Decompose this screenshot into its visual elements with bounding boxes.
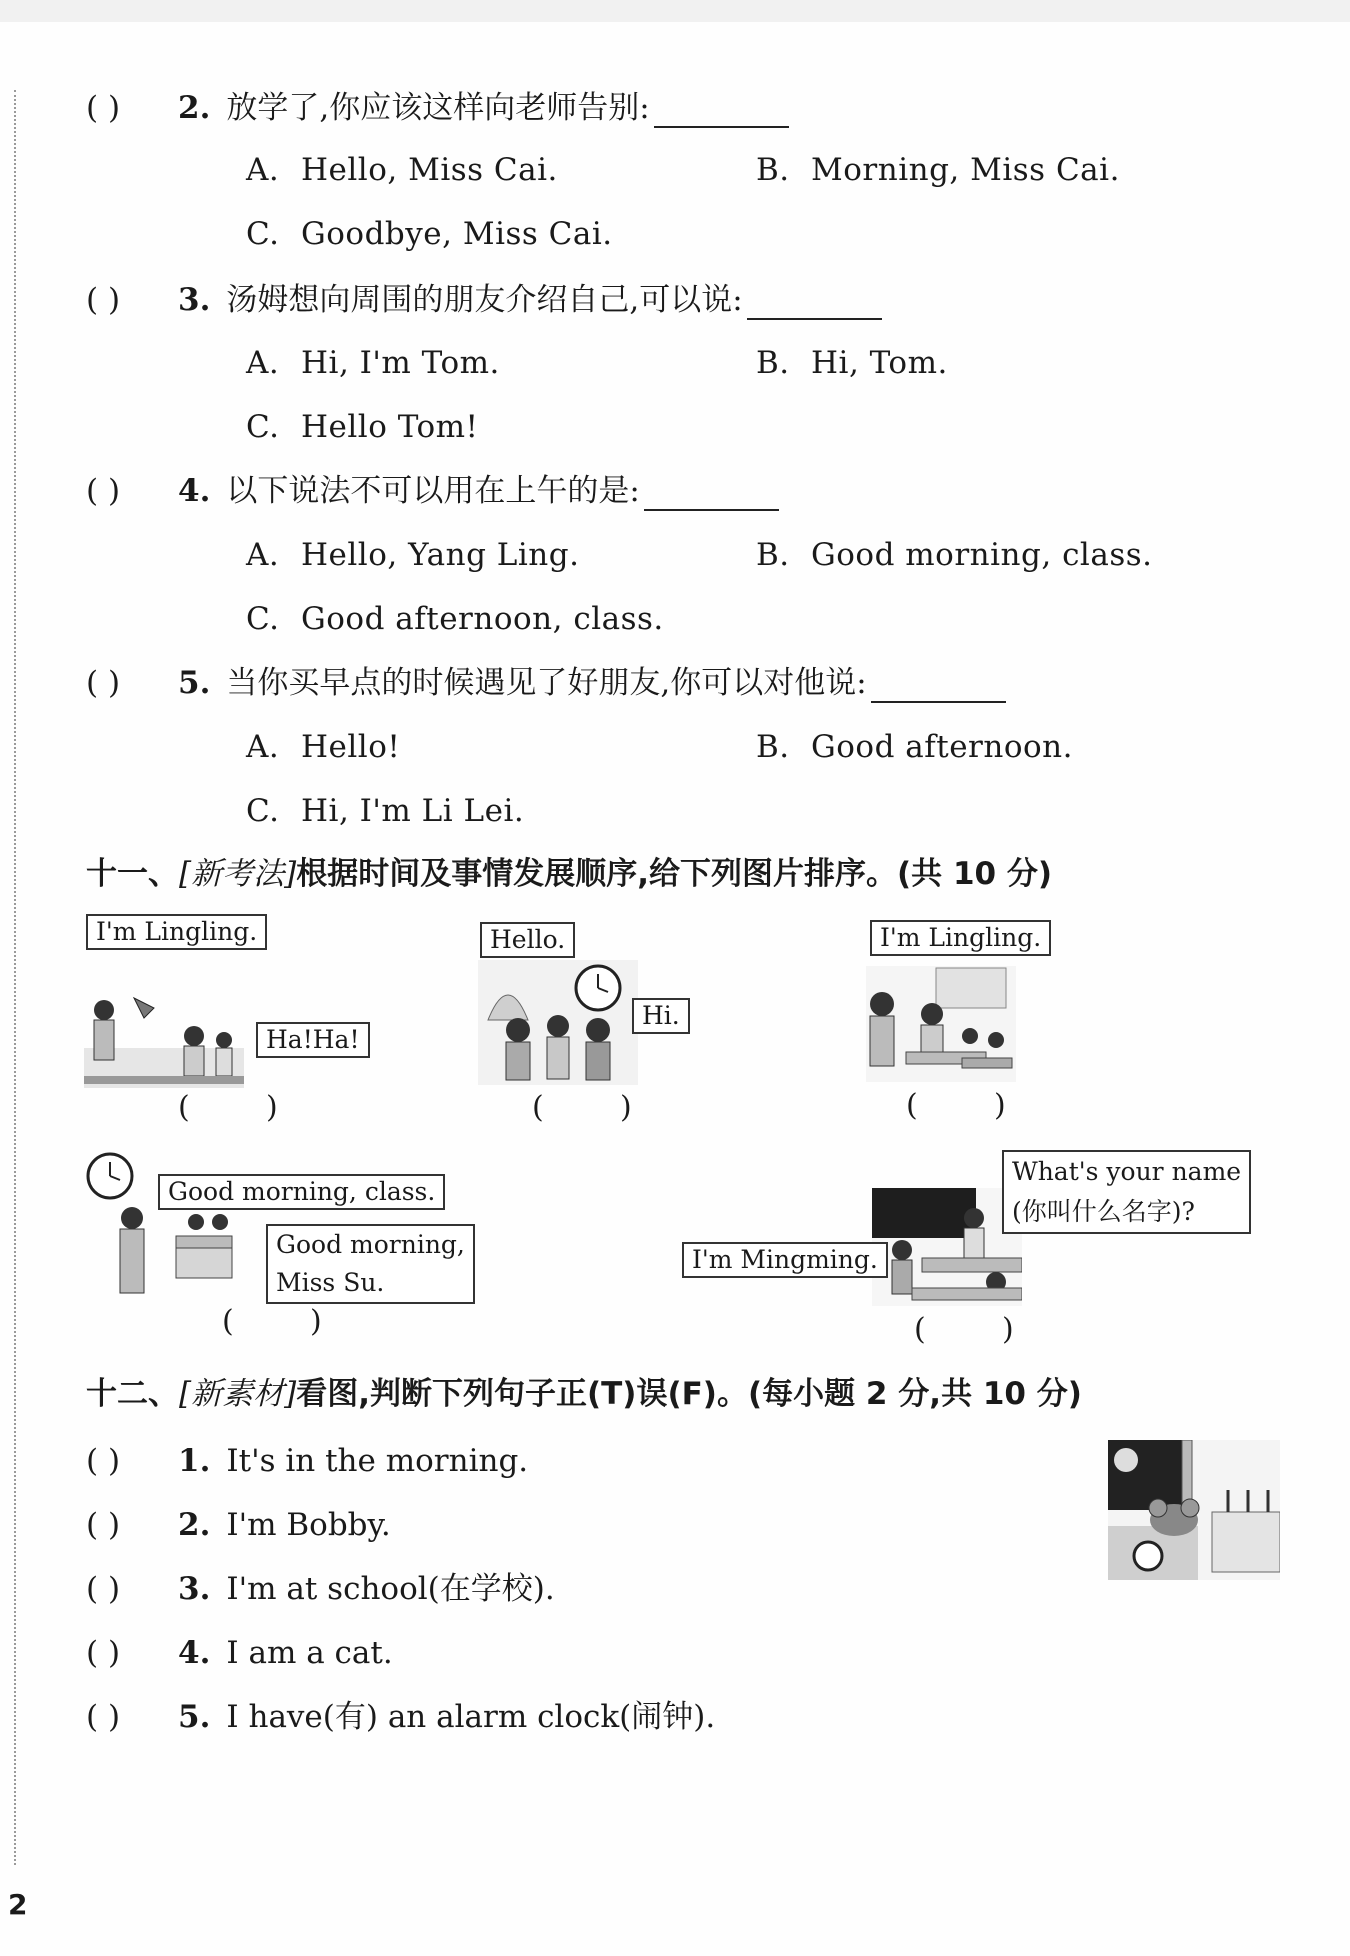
question-text: 放学了,你应该这样向老师告别: xyxy=(226,90,650,126)
section-tag: [新素材] xyxy=(179,1376,297,1412)
answer-paren[interactable]: ( ) xyxy=(86,1635,121,1671)
tf-item-1: ( ) 1. It's in the morning. xyxy=(86,1443,529,1479)
question-5 xyxy=(86,663,1006,703)
page-number: 2 xyxy=(8,1888,28,1921)
option-c: C. Good afternoon, class. xyxy=(246,601,664,637)
answer-blank[interactable] xyxy=(871,669,1006,703)
order-answer-paren[interactable]: ( ) xyxy=(178,1090,278,1125)
speech-bubble: I'm Lingling. xyxy=(86,914,267,950)
question-number: 3. xyxy=(178,282,211,318)
answer-paren[interactable]: ( ) xyxy=(86,665,121,701)
speech-bubble: Ha!Ha! xyxy=(256,1022,370,1058)
option-a: A. Hello, Miss Cai. xyxy=(246,152,558,188)
tf-item-4: ( ) 4. I am a cat. xyxy=(86,1635,393,1671)
answer-paren[interactable]: ( ) xyxy=(86,282,121,318)
scan-top-band xyxy=(0,0,1350,22)
tf-item-5: ( ) 5. I have(有) an alarm clock(闹钟). xyxy=(86,1699,716,1735)
question-text: 当你买早点的时候遇见了好朋友,你可以对他说: xyxy=(226,665,867,701)
speech-bubble: I'm Lingling. xyxy=(870,920,1051,956)
order-answer-paren[interactable]: ( ) xyxy=(532,1090,632,1125)
answer-paren[interactable]: ( ) xyxy=(86,1571,121,1607)
bedroom-mouse-picture xyxy=(1108,1440,1280,1580)
option-a: A. Hello! xyxy=(246,729,401,765)
question-number: 2. xyxy=(178,90,211,126)
answer-paren[interactable]: ( ) xyxy=(86,1699,121,1735)
question-text: 以下说法不可以用在上午的是: xyxy=(226,473,640,509)
speech-bubble: Hi. xyxy=(632,998,690,1034)
picture-3-classroom xyxy=(866,966,1016,1082)
question-number: 5. xyxy=(178,665,211,701)
option-c: C. Hello Tom! xyxy=(246,409,479,445)
order-answer-paren[interactable]: ( ) xyxy=(914,1312,1014,1347)
order-answer-paren[interactable]: ( ) xyxy=(906,1088,1006,1123)
answer-blank[interactable] xyxy=(654,94,789,128)
option-b: B. Good afternoon. xyxy=(756,729,1073,765)
tf-item-2: ( ) 2. I'm Bobby. xyxy=(86,1507,391,1543)
speech-bubble: Good morning, class. xyxy=(158,1174,445,1210)
option-b: B. Morning, Miss Cai. xyxy=(756,152,1120,188)
speech-bubble: Hello. xyxy=(480,922,575,958)
answer-paren[interactable]: ( ) xyxy=(86,1443,121,1479)
answer-paren[interactable]: ( ) xyxy=(86,1507,121,1543)
answer-paren[interactable]: ( ) xyxy=(86,90,121,126)
speech-bubble: I'm Mingming. xyxy=(682,1242,888,1278)
option-b: B. Good morning, class. xyxy=(756,537,1153,573)
option-b: B. Hi, Tom. xyxy=(756,345,948,381)
speech-bubble: What's your name (你叫什么名字)? xyxy=(1002,1150,1251,1234)
question-number: 4. xyxy=(178,473,211,509)
option-c: C. Hi, I'm Li Lei. xyxy=(246,793,525,829)
section-12-title: 十二、[新素材]看图,判断下列句子正(T)误(F)。(每小题 2 分,共 10 分) xyxy=(86,1376,1082,1412)
option-a: A. Hi, I'm Tom. xyxy=(246,345,500,381)
order-answer-paren[interactable]: ( ) xyxy=(222,1304,322,1339)
question-3 xyxy=(86,280,882,320)
binding-dotted-line xyxy=(14,90,16,1865)
question-4 xyxy=(86,471,779,511)
picture-2-school-gate xyxy=(478,960,638,1085)
question-2 xyxy=(86,88,789,128)
option-a: A. Hello, Yang Ling. xyxy=(246,537,580,573)
section-11-title: 十一、[新考法]根据时间及事情发展顺序,给下列图片排序。(共 10 分) xyxy=(86,856,1053,892)
question-text: 汤姆想向周围的朋友介绍自己,可以说: xyxy=(226,282,743,318)
speech-bubble: Good morning, Miss Su. xyxy=(266,1224,475,1304)
tf-item-3: ( ) 3. I'm at school(在学校). xyxy=(86,1571,555,1607)
picture-1-classroom xyxy=(84,988,244,1088)
answer-paren[interactable]: ( ) xyxy=(86,473,121,509)
picture-5-whats-your-name xyxy=(872,1188,1022,1306)
answer-blank[interactable] xyxy=(747,286,882,320)
option-c: C. Goodbye, Miss Cai. xyxy=(246,216,613,252)
answer-blank[interactable] xyxy=(644,477,779,511)
section-tag: [新考法] xyxy=(179,856,297,892)
